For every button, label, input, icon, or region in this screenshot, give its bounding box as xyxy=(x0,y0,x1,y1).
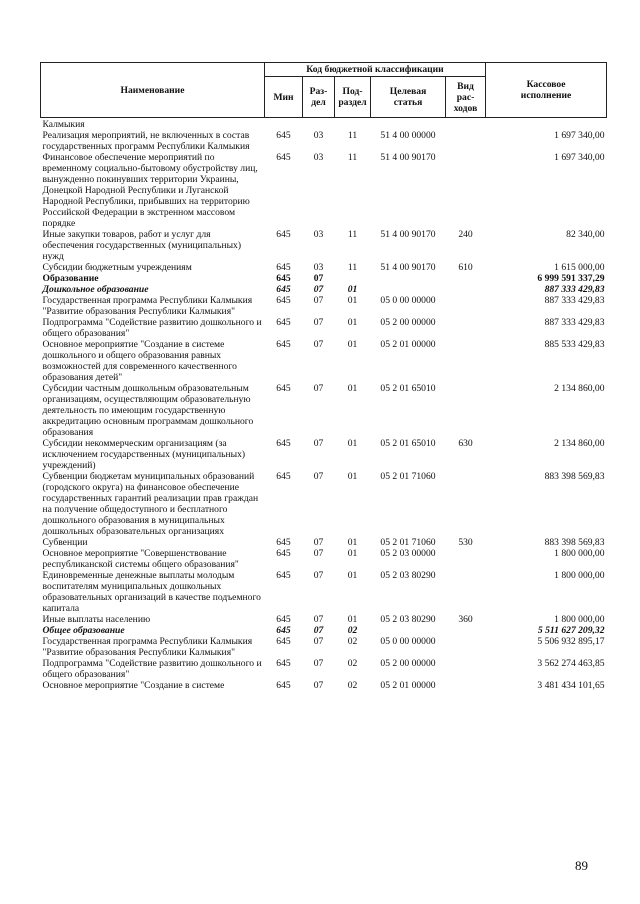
cell-target: 51 4 00 90170 xyxy=(380,262,436,273)
cell-razdel: 07 xyxy=(313,680,324,691)
cell-target xyxy=(371,273,446,284)
cell-vid xyxy=(446,658,486,680)
cell-min: 645 xyxy=(276,548,291,559)
cell-razdel: 07 xyxy=(313,636,324,647)
cell-min: 645 xyxy=(276,284,291,295)
header-vid: Вид рас- ходов xyxy=(446,77,486,118)
cell-vid xyxy=(446,284,486,295)
cell-name: Финансовое обеспечение мероприятий по временному социально-бытовому обустройству лиц, вынужденно покинувших территории Украины, Донецкой Народной Республики и Луганской Народной Республики, прибывших на территорию Российской Федерации в экстренном массовом порядке xyxy=(42,152,258,229)
header-target: Целевая статья xyxy=(371,77,446,118)
cell-min: 645 xyxy=(276,680,291,691)
cell-razdel: 07 xyxy=(313,317,324,328)
table-row xyxy=(41,152,607,229)
header-classification-group: Код бюджетной классификации xyxy=(265,63,486,77)
cell-amount: 5 511 627 209,32 xyxy=(537,625,605,636)
cell-amount: 1 697 340,00 xyxy=(554,152,605,163)
cell-vid xyxy=(446,273,486,284)
cell-name: Субвенции бюджетам муниципальных образований (городского округа) на финансовое обеспечение государственных гарантий реализации прав граждан на получение общедоступного и бесплатного дошкольного образования в муниципальных дошкольных образовательных организациях xyxy=(42,471,259,537)
cell-target: 51 4 00 90170 xyxy=(380,229,436,240)
cell-razdel: 03 xyxy=(313,130,324,141)
cell-amount: 1 615 000,00 xyxy=(554,262,605,273)
cell-vid xyxy=(446,471,486,537)
cell-target xyxy=(371,625,446,636)
cell-amount: 887 333 429,83 xyxy=(544,317,605,328)
cell-min: 645 xyxy=(276,614,291,625)
table-row xyxy=(41,284,607,295)
cell-vid xyxy=(446,548,486,570)
cell-amount: 3 481 434 101,65 xyxy=(537,680,605,691)
cell-name: Субсидии частным дошкольным образовательным организациям, осуществляющим образовательную деятельность по имеющим государственную аккредитацию основным программам дошкольного образования xyxy=(42,383,254,438)
cell-name: Единовременные денежные выплаты молодым воспитателям муниципальных дошкольных образовательных организаций в качестве подъемного капитала xyxy=(42,570,261,614)
cell-amount: 885 533 429,83 xyxy=(544,339,605,350)
header-amount: Кассовое исполнение xyxy=(486,63,607,118)
cell-target: 05 2 03 80290 xyxy=(380,570,436,581)
cell-min: 645 xyxy=(276,262,291,273)
table-row xyxy=(41,537,607,548)
cell-amount xyxy=(486,118,607,131)
cell-target: 05 2 03 80290 xyxy=(380,614,436,625)
cell-target xyxy=(371,118,446,131)
cell-name: Основное мероприятие "Совершенствование республиканской системы общего образования" xyxy=(42,548,239,570)
cell-min: 645 xyxy=(276,537,291,548)
cell-min: 645 xyxy=(276,636,291,647)
cell-podrazdel: 01 xyxy=(347,317,358,328)
cell-razdel: 07 xyxy=(313,548,324,559)
cell-vid xyxy=(446,570,486,614)
cell-amount: 1 800 000,00 xyxy=(554,548,605,559)
cell-min: 645 xyxy=(276,130,291,141)
cell-podrazdel: 01 xyxy=(347,383,358,394)
cell-vid: 630 xyxy=(458,438,473,449)
cell-min: 645 xyxy=(276,658,291,669)
table-row xyxy=(41,262,607,273)
header-min: Мин xyxy=(265,77,303,118)
cell-amount: 887 333 429,83 xyxy=(544,284,605,295)
cell-podrazdel: 01 xyxy=(347,295,358,306)
cell-vid xyxy=(446,130,486,152)
cell-name: Основное мероприятие "Создание в системе xyxy=(42,680,225,691)
cell-vid xyxy=(446,383,486,438)
table-row xyxy=(41,295,607,317)
cell-name: Субсидии бюджетным учреждениям xyxy=(42,262,192,273)
cell-name: Общее образование xyxy=(42,625,125,636)
cell-min xyxy=(265,118,303,131)
cell-vid xyxy=(446,625,486,636)
cell-podrazdel: 01 xyxy=(347,570,358,581)
cell-min: 645 xyxy=(276,570,291,581)
cell-amount: 2 134 860,00 xyxy=(554,383,605,394)
table-row xyxy=(41,658,607,680)
cell-podrazdel: 02 xyxy=(347,658,358,669)
cell-amount: 3 562 274 463,85 xyxy=(537,658,605,669)
cell-name: Государственная программа Республики Калмыкия "Развитие образования Республики Калмыкия" xyxy=(42,295,253,317)
cell-name: Реализация мероприятий, не включенных в состав государственных программ Республики Калмыкия xyxy=(42,130,250,152)
header-name: Наименование xyxy=(41,63,265,118)
cell-vid xyxy=(446,152,486,229)
cell-target: 05 2 01 71060 xyxy=(380,471,436,482)
cell-min: 645 xyxy=(276,438,291,449)
table-row xyxy=(41,317,607,339)
table-row xyxy=(41,273,607,284)
cell-min: 645 xyxy=(276,339,291,350)
cell-razdel: 07 xyxy=(313,295,324,306)
cell-target: 05 2 00 00000 xyxy=(380,658,436,669)
cell-name: Субсидии некоммерческим организациям (за исключением государственных (муниципальных) учреждений) xyxy=(42,438,246,471)
cell-amount: 883 398 569,83 xyxy=(544,537,605,548)
cell-amount: 1 800 000,00 xyxy=(554,614,605,625)
table-row xyxy=(41,438,607,471)
cell-razdel: 07 xyxy=(313,625,324,636)
cell-podrazdel: 11 xyxy=(347,152,358,163)
table-row xyxy=(41,614,607,625)
cell-podrazdel: 11 xyxy=(347,262,358,273)
cell-razdel: 07 xyxy=(313,570,324,581)
cell-vid xyxy=(446,295,486,317)
cell-amount: 883 398 569,83 xyxy=(544,471,605,482)
cell-min: 645 xyxy=(276,229,291,240)
cell-amount: 2 134 860,00 xyxy=(554,438,605,449)
cell-name: Подпрограмма "Содействие развитию дошкольного и общего образования" xyxy=(42,658,262,680)
cell-name: Подпрограмма "Содействие развитию дошкольного и общего образования" xyxy=(42,317,262,339)
cell-vid xyxy=(446,636,486,658)
cell-podrazdel: 01 xyxy=(347,471,358,482)
table-row xyxy=(41,118,607,131)
cell-name: Основное мероприятие "Создание в системе дошкольного и общего образования равных возможностей для современного качественного образования детей" xyxy=(42,339,237,383)
table-row xyxy=(41,548,607,570)
cell-target: 05 2 03 00000 xyxy=(380,548,436,559)
table-row xyxy=(41,130,607,152)
cell-min: 645 xyxy=(276,383,291,394)
cell-name: Калмыкия xyxy=(42,119,85,130)
table-row xyxy=(41,339,607,383)
cell-min: 645 xyxy=(276,625,291,636)
cell-target: 05 0 00 00000 xyxy=(380,295,436,306)
table-row xyxy=(41,383,607,438)
cell-razdel: 07 xyxy=(313,438,324,449)
cell-podrazdel: 01 xyxy=(347,548,358,559)
table-row xyxy=(41,570,607,614)
table-body xyxy=(41,118,607,692)
cell-target: 05 0 00 00000 xyxy=(380,636,436,647)
cell-target: 05 2 00 00000 xyxy=(380,317,436,328)
cell-razdel: 07 xyxy=(313,284,324,295)
cell-min: 645 xyxy=(276,295,291,306)
cell-min: 645 xyxy=(276,152,291,163)
cell-target: 51 4 00 90170 xyxy=(380,152,436,163)
cell-podrazdel: 01 xyxy=(347,614,358,625)
cell-amount: 5 506 932 895,17 xyxy=(537,636,605,647)
cell-vid: 360 xyxy=(458,614,473,625)
table-row xyxy=(41,625,607,636)
cell-podrazdel: 02 xyxy=(347,680,358,691)
cell-target xyxy=(371,284,446,295)
cell-razdel: 07 xyxy=(313,614,324,625)
cell-name: Субвенции xyxy=(42,537,88,548)
cell-podrazdel: 01 xyxy=(347,438,358,449)
cell-razdel: 07 xyxy=(313,383,324,394)
cell-podrazdel: 01 xyxy=(347,284,358,295)
cell-target: 05 2 01 00000 xyxy=(380,339,436,350)
cell-name: Государственная программа Республики Калмыкия "Развитие образования Республики Калмыкия" xyxy=(42,636,253,658)
cell-target: 05 2 01 65010 xyxy=(380,383,436,394)
cell-razdel: 07 xyxy=(313,273,324,284)
cell-min: 645 xyxy=(276,317,291,328)
cell-podrazdel xyxy=(335,118,371,131)
cell-podrazdel: 02 xyxy=(347,636,358,647)
cell-razdel: 03 xyxy=(313,262,324,273)
cell-vid: 610 xyxy=(458,262,473,273)
cell-name: Образование xyxy=(42,273,99,284)
cell-podrazdel: 11 xyxy=(347,130,358,141)
cell-podrazdel: 01 xyxy=(347,537,358,548)
cell-podrazdel xyxy=(335,273,371,284)
cell-amount: 1 697 340,00 xyxy=(554,130,605,141)
cell-amount: 887 333 429,83 xyxy=(544,295,605,306)
cell-amount: 6 999 591 337,29 xyxy=(537,273,605,284)
cell-target: 05 2 01 00000 xyxy=(380,680,436,691)
cell-name: Иные закупки товаров, работ и услуг для обеспечения государственных (муниципальных) нужд xyxy=(42,229,242,262)
header-razdel: Раз- дел xyxy=(303,77,335,118)
cell-vid xyxy=(446,339,486,383)
cell-target: 05 2 01 65010 xyxy=(380,438,436,449)
cell-razdel: 07 xyxy=(313,537,324,548)
header-podrazdel: Под- раздел xyxy=(335,77,371,118)
cell-razdel: 07 xyxy=(313,471,324,482)
cell-razdel: 03 xyxy=(313,229,324,240)
table-row xyxy=(41,471,607,537)
page-number: 89 xyxy=(575,858,588,873)
cell-vid: 240 xyxy=(458,229,473,240)
cell-amount: 1 800 000,00 xyxy=(554,570,605,581)
cell-name: Дошкольное образование xyxy=(42,284,149,295)
cell-vid xyxy=(446,680,486,691)
cell-min: 645 xyxy=(276,471,291,482)
cell-podrazdel: 02 xyxy=(347,625,358,636)
cell-amount: 82 340,00 xyxy=(566,229,605,240)
cell-min: 645 xyxy=(276,273,291,284)
table-header xyxy=(41,63,607,118)
cell-razdel: 07 xyxy=(313,339,324,350)
table-row xyxy=(41,229,607,262)
cell-razdel xyxy=(303,118,335,131)
cell-vid xyxy=(446,317,486,339)
cell-target: 51 4 00 00000 xyxy=(380,130,436,141)
budget-table xyxy=(40,62,607,691)
table-row xyxy=(41,680,607,691)
cell-razdel: 07 xyxy=(313,658,324,669)
cell-vid xyxy=(446,118,486,131)
cell-podrazdel: 11 xyxy=(347,229,358,240)
table-row xyxy=(41,636,607,658)
cell-razdel: 03 xyxy=(313,152,324,163)
cell-name: Иные выплаты населению xyxy=(42,614,151,625)
cell-vid: 530 xyxy=(458,537,473,548)
cell-podrazdel: 01 xyxy=(347,339,358,350)
cell-target: 05 2 01 71060 xyxy=(380,537,436,548)
